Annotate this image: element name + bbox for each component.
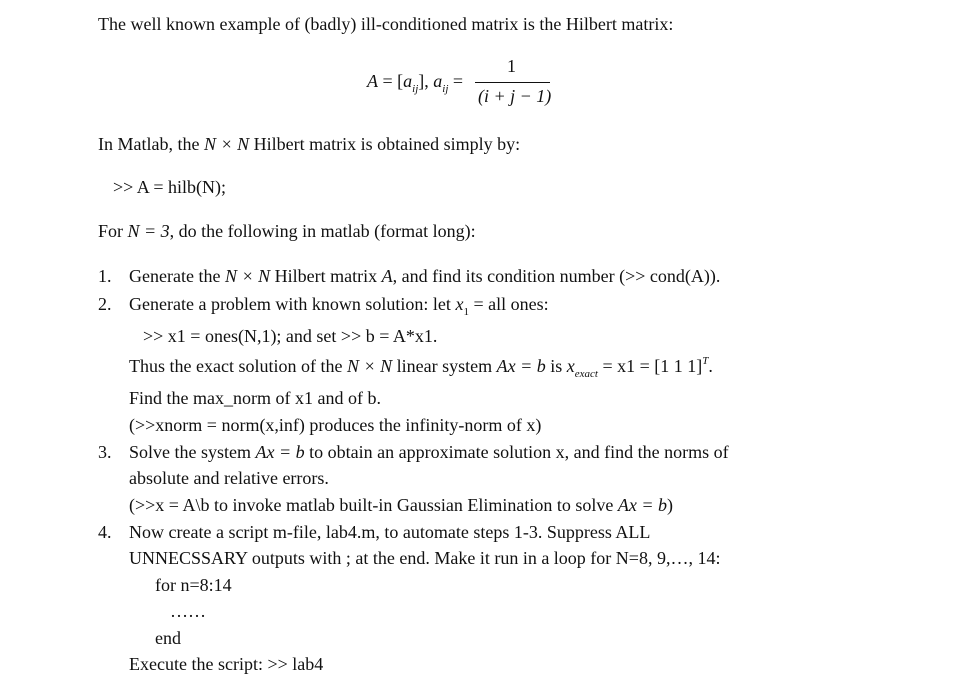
item-3-line-2: absolute and relative errors. — [129, 468, 329, 488]
item-2-line-2: >> x1 = ones(N,1); and set >> b = A*x1. — [143, 326, 438, 346]
fraction-bar — [475, 82, 550, 83]
task-intro: For N = 3, do the following in matlab (format long): — [98, 221, 476, 241]
item-2-line-5: (>>xnorm = norm(x,inf) produces the infinity-norm of x) — [129, 415, 542, 435]
item-1-text: Generate the N × N Hilbert matrix A, and find its condition number (>> cond(A)). — [129, 266, 721, 286]
item-4-line-2: UNNECSSARY outputs with ; at the end. Make it run in a loop for N=8, 9,…, 14: — [129, 548, 721, 568]
item-3-line-1: Solve the system Ax = b to obtain an approximate solution x, and find the norms of — [129, 442, 729, 462]
matlab-intro: In Matlab, the N × N Hilbert matrix is obtained simply by: — [98, 134, 521, 154]
item-4-line-3: for n=8:14 — [155, 575, 232, 595]
item-number: 4. — [98, 522, 112, 542]
item-3-line-3: (>>x = A\b to invoke matlab built-in Gaussian Elimination to solve Ax = b) — [129, 495, 674, 515]
item-4-line-6: Execute the script: >> lab4 — [129, 654, 324, 674]
formula-denominator: (i + j − 1) — [478, 86, 552, 106]
item-number: 2. — [98, 294, 112, 314]
item-number: 3. — [98, 442, 112, 462]
formula-numerator: 1 — [507, 56, 516, 76]
item-4-line-5: end — [155, 628, 181, 648]
item-4-line-4: …… — [170, 601, 206, 621]
item-number: 1. — [98, 266, 112, 286]
hilb-command: >> A = hilb(N); — [113, 177, 226, 197]
formula-lhs: $A = [a_{ij}]$, $a_{ij}$ = — [367, 71, 464, 95]
item-4-line-1: Now create a script m-file, lab4.m, to automate steps 1-3. Suppress ALL — [129, 522, 651, 542]
item-2-line-3: Thus the exact solution of the N × N linear system Ax = b is $x_{exact} = x1 = [1$ 1 1]$^T$. — [129, 355, 713, 380]
item-2-line-4: Find the max_norm of x1 and of b. — [129, 388, 381, 408]
item-2-line-1: Generate a problem with known solution: let $x_1$ = all ones: — [129, 294, 549, 318]
intro-text: The well known example of (badly) ill-conditioned matrix is the Hilbert matrix: — [98, 14, 674, 34]
